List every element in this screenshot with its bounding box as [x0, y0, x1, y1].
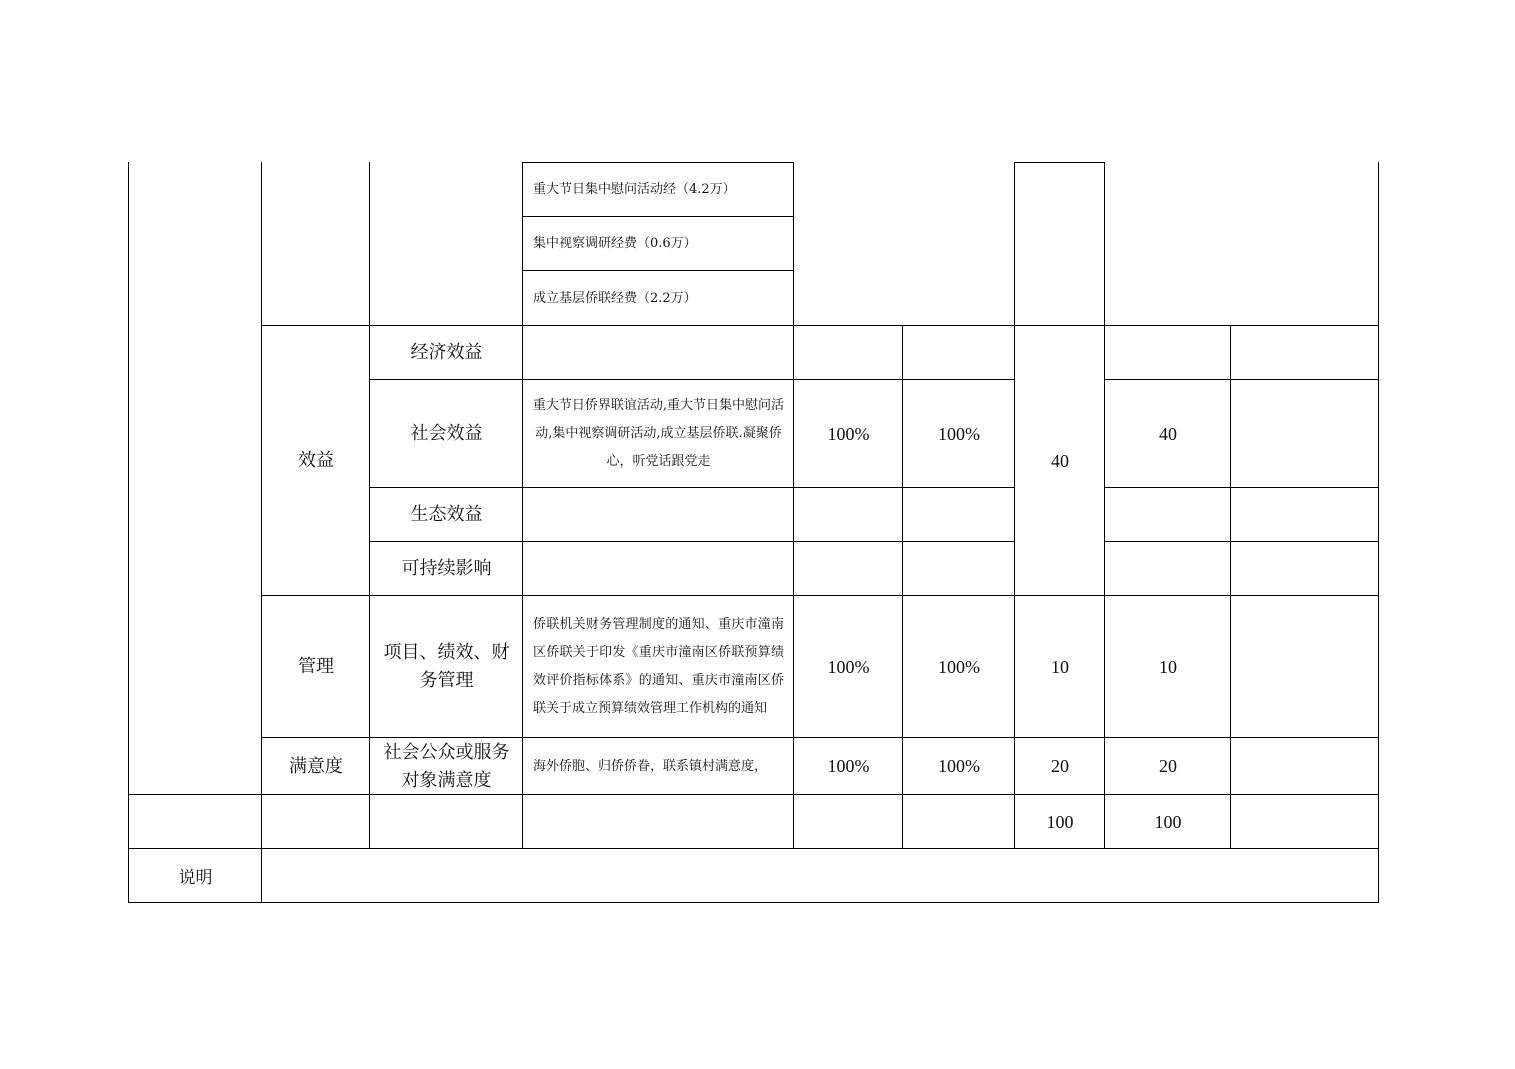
target-cell: 100%	[793, 737, 903, 795]
weight-benefit: 40	[1014, 325, 1105, 596]
category-management: 管理	[261, 595, 370, 738]
score-management: 10	[1104, 595, 1231, 738]
actual-cell-continued	[902, 162, 1015, 326]
actual-cell: 100%	[902, 737, 1015, 795]
remark-cell	[1230, 325, 1379, 380]
category-satisfaction: 满意度	[261, 737, 370, 795]
score-satisfaction: 20	[1104, 737, 1231, 795]
target-cell	[793, 325, 903, 380]
remark-cell	[1230, 737, 1379, 795]
remark-cell	[1230, 379, 1379, 488]
content-cell: 侨联机关财务管理制度的通知、重庆市潼南区侨联关于印发《重庆市潼南区侨联预算绩效评价指标体系》的通知、重庆市潼南区侨联关于成立预算绩效管理工作机构的通知	[522, 595, 794, 738]
weight-satisfaction: 20	[1014, 737, 1105, 795]
remark-cell	[1230, 487, 1379, 542]
target-cell	[793, 487, 903, 542]
actual-cell	[902, 325, 1015, 380]
target-cell: 100%	[793, 595, 903, 738]
budget-item: 重大节日集中慰问活动经（4.2万）	[522, 162, 794, 217]
performance-evaluation-table	[128, 162, 1379, 903]
total-score: 100	[1104, 794, 1231, 849]
total-empty-cell	[902, 794, 1015, 849]
total-empty-cell	[793, 794, 903, 849]
target-cell	[793, 541, 903, 596]
content-cell: 重大节日侨界联谊活动,重大节日集中慰问活动,集中视察调研活动,成立基层侨联.凝聚侨心，听党话跟党走	[522, 379, 794, 488]
target-cell-continued	[793, 162, 903, 326]
indicator-sustainable: 可持续影响	[369, 541, 523, 596]
indicator-satisfaction: 社会公众或服务对象满意度	[369, 737, 523, 795]
category-benefit: 效益	[261, 325, 370, 596]
actual-cell: 100%	[902, 379, 1015, 488]
weight-management: 10	[1014, 595, 1105, 738]
score-cell	[1104, 325, 1231, 380]
total-weight: 100	[1014, 794, 1105, 849]
score-cell	[1104, 541, 1231, 596]
score-cell	[1104, 487, 1231, 542]
weight-cell-continued	[1014, 162, 1105, 326]
note-label: 说明	[128, 848, 262, 903]
score-cell: 40	[1104, 379, 1231, 488]
target-cell: 100%	[793, 379, 903, 488]
actual-cell: 100%	[902, 595, 1015, 738]
indicator-cell-continued	[369, 162, 523, 326]
category-cell-continued	[261, 162, 369, 326]
content-cell	[522, 541, 794, 596]
note-value	[261, 848, 1379, 903]
remark-cell	[1230, 541, 1379, 596]
content-cell: 海外侨胞、归侨侨眷，联系镇村满意度，	[522, 737, 794, 795]
budget-item: 集中视察调研经费（0.6万）	[522, 216, 794, 271]
indicator-social: 社会效益	[369, 379, 523, 488]
content-cell	[522, 325, 794, 380]
total-empty-cell	[369, 794, 523, 849]
total-empty-cell	[522, 794, 794, 849]
left-merged-cell	[128, 162, 262, 795]
total-remark-cell	[1230, 794, 1379, 849]
score-cell-continued	[1104, 162, 1231, 326]
remark-cell-continued	[1230, 162, 1379, 326]
indicator-management: 项目、绩效、财务管理	[369, 595, 523, 738]
total-empty-cell	[261, 794, 370, 849]
indicator-ecological: 生态效益	[369, 487, 523, 542]
content-cell	[522, 487, 794, 542]
actual-cell	[902, 487, 1015, 542]
remark-cell	[1230, 595, 1379, 738]
actual-cell	[902, 541, 1015, 596]
indicator-economic: 经济效益	[369, 325, 523, 380]
budget-item: 成立基层侨联经费（2.2万）	[522, 270, 794, 326]
total-label-cell	[128, 794, 262, 849]
